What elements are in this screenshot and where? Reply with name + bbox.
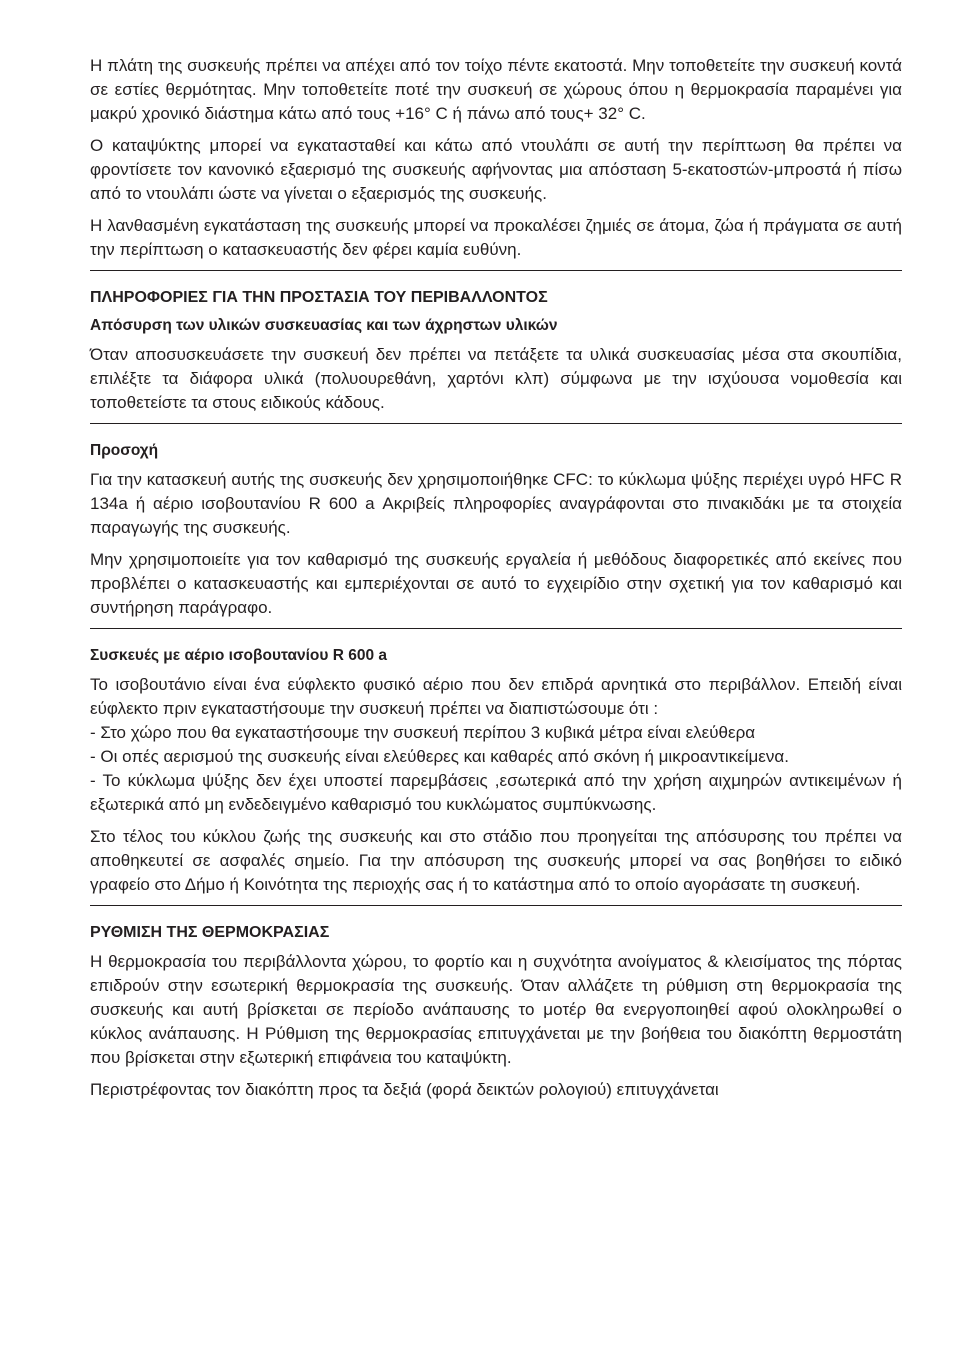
isobutane-disposal-paragraph: Στο τέλος του κύκλου ζωής της συσκευής και στο στάδιο που προηγείται της απόσυρσης του πρέπει να αποθηκευτεί σε ασφαλές σημείο. Για την απόσυρση της συσκευής μπορεί να σας βοηθήσει το ειδικό γραφείο στο Δήμο ή Κοινότητα της περιοχής σας ή το κατάστημα από το οποίο αγοράσατε τη συσκευή. — [90, 827, 902, 894]
section-divider — [90, 423, 902, 424]
intro-paragraph-1: Η πλάτη της συσκευής πρέπει να απέχει από τον τοίχο πέντε εκατοστά. Μην τοποθετείτε την συσκευή κοντά σε εστίες θερμότητας. Μην τοποθετείτε ποτέ την συσκευή σε χώρους όπου η θερμοκρασία παραμένει για μακρύ χρονικό διάστημα κάτω από τους +16° C ή πάνω από τους+ 32° C. — [90, 56, 902, 123]
temperature-paragraph-2: Περιστρέφοντας τον διακόπτη προς τα δεξιά (φορά δεικτών ρολογιού) επιτυγχάνεται — [90, 1080, 719, 1099]
checklist-item-space: - Στο χώρο που θα εγκαταστήσουμε την συσκευή περίπου 3 κυβικά μέτρα είναι ελεύθερα — [90, 723, 756, 742]
packaging-disposal-subheading: Απόσυρση των υλικών συσκευασίας και των άχρηστων υλικών — [90, 317, 558, 334]
temperature-paragraph-1: Η θερμοκρασία του περιβάλλοντα χώρου, το φορτίο και η συχνότητα ανοίγματος & κλεισίματος της πόρτας επιδρούν στην εσωτερική θερμοκρασία της συσκευής. Όταν αλλάζετε τη ρύθμιση στη θερμοκρασία της συσκευής και αυτή βρίσκεται σε περίοδο ανάπαυσης το μοτέρ θα ενεργοποιηθεί αφού ολοκληρωθεί ο κύκλος ανάπαυσης. Η Ρύθμιση της θερμοκρασίας επιτυγχάνεται με την βοήθεια του διακόπτη θερμοστάτη που βρίσκεται στην εξωτερική επιφάνεια του καταψύκτη. — [90, 952, 902, 1067]
caution-section — [90, 440, 902, 620]
intro-paragraph-3: Η λανθασμένη εγκατάσταση της συσκευής μπορεί να προκαλέσει ζημιές σε άτομα, ζώα ή πράγματα σε αυτή την περίπτωση ο κατασκευαστής δεν φέρει καμία ευθύνη. — [90, 216, 902, 259]
document-page — [90, 54, 902, 1110]
checklist-item-circuit: - Το κύκλωμα ψύξης δεν έχει υποστεί παρεμβάσεις ,εσωτερικά από την χρήση αιχμηρών αντικειμένων ή εξωτερικά από μη ενδεδειγμένο καθαρισμό του κυκλώματος συμπύκνωσης. — [90, 771, 902, 814]
environment-paragraph: Όταν αποσυσκευάσετε την συσκευή δεν πρέπει να πετάξετε τα υλικά συσκευασίας μέσα στα σκουπίδια, επιλέξτε τα διάφορα υλικά (πολυουρεθάνη, χαρτόνι κλπ) σύμφωνα με την ισχύουσα νομοθεσία και τοποθετείστε τα στους ειδικούς κάδους. — [90, 345, 902, 412]
section-divider — [90, 628, 902, 629]
isobutane-section — [90, 645, 902, 897]
isobutane-intro: Το ισοβουτάνιο είναι ένα εύφλεκτο φυσικό αέριο που δεν επιδρά αρνητικά στο περιβάλλον. Επειδή είναι εύφλεκτο πριν εγκαταστήσουμε την συσκευή πρέπει να διαπιστώσουμε ότι : — [90, 675, 902, 718]
isobutane-checklist — [90, 673, 902, 817]
temperature-section — [90, 922, 902, 1102]
temperature-heading: ΡΥΘΜΙΣΗ ΤΗΣ ΘΕΡΜΟΚΡΑΣΙΑΣ — [90, 924, 330, 941]
intro-paragraph-2: Ο καταψύκτης μπορεί να εγκατασταθεί και κάτω από ντουλάπι σε αυτή την περίπτωση θα πρέπει να φροντίσετε τον κανονικό εξαερισμό της συσκευής αφήνοντας μια απόσταση 5-εκατοστών-μπροστά ή πίσω από το ντουλάπι ώστε να γίνεται ο εξαερισμός της συσκευής. — [90, 136, 902, 203]
caution-paragraph-1: Για την κατασκευή αυτής της συσκευής δεν χρησιμοποιήθηκε CFC: το κύκλωμα ψύξης περιέχει υγρό HFC R 134a ή αέριο ισοβουτανίου R 600 a Ακριβείς πληροφορίες αναγράφονται στο πινακιδάκι με τα στοιχεία παραγωγής της συσκευής. — [90, 470, 902, 537]
section-divider — [90, 905, 902, 906]
installation-section — [90, 54, 902, 262]
section-divider — [90, 270, 902, 271]
caution-heading: Προσοχή — [90, 442, 159, 459]
environment-section — [90, 287, 902, 415]
environment-heading: ΠΛΗΡΟΦΟΡΙΕΣ ΓΙΑ ΤΗΝ ΠΡΟΣΤΑΣΙΑ ΤΟΥ ΠΕΡΙΒΑΛΛΟΝΤΟΣ — [90, 289, 548, 306]
isobutane-heading: Συσκευές με αέριο ισοβουτανίου R 600 a — [90, 647, 387, 664]
caution-paragraph-2: Μην χρησιμοποιείτε για τον καθαρισμό της συσκευής εργαλεία ή μεθόδους διαφορετικές από εκείνες που προβλέπει ο κατασκευαστής και εμπεριέχονται σε αυτό το εγχειρίδιο στην σχετική για τον καθαρισμό και συντήρηση παράγραφο. — [90, 550, 902, 617]
checklist-item-vents: - Οι οπές αερισμού της συσκευής είναι ελεύθερες και καθαρές από σκόνη ή μικροαντικείμενα. — [90, 747, 789, 766]
